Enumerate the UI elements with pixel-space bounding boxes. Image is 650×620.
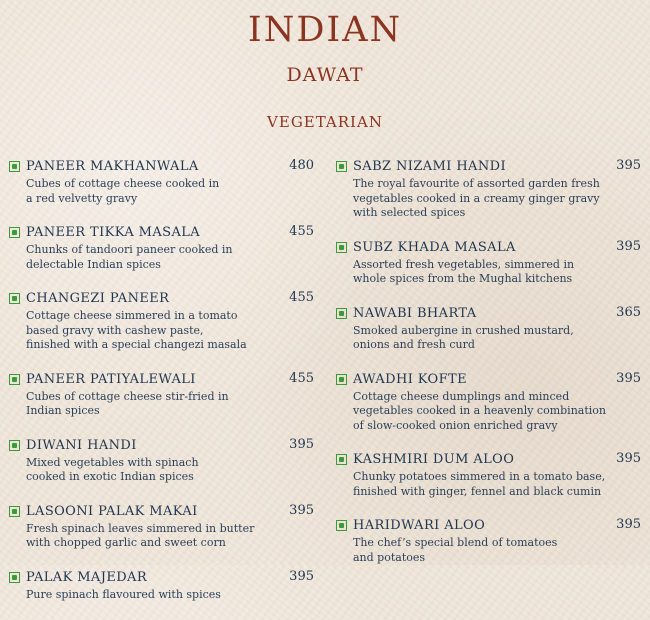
- menu-item-price: 455: [289, 370, 314, 386]
- menu-item-name: SUBZ KHADA MASALA: [353, 239, 516, 255]
- menu-item-header: [336, 517, 641, 534]
- menu-item-price: 455: [289, 224, 314, 239]
- description-line: onions and fresh curd: [353, 338, 475, 351]
- menu-item-description: [353, 470, 613, 499]
- veg-symbol-icon: [336, 308, 347, 319]
- menu-item-price: 365: [616, 304, 641, 320]
- menu-item-name: HARIDWARI ALOO: [353, 518, 486, 533]
- restaurant-name: DAWAT: [286, 64, 364, 86]
- menu-item-name: KASHMIRI DUM ALOO: [353, 452, 515, 467]
- menu-item: [9, 371, 314, 419]
- menu-item-description: [26, 588, 286, 603]
- description-line: based gravy with cashew paste,: [26, 323, 204, 337]
- veg-symbol-icon: [9, 572, 20, 583]
- menu-item: [9, 503, 314, 551]
- description-line: Smoked aubergine in crushed mustard,: [353, 323, 574, 337]
- description-line: delectable Indian spices: [26, 257, 161, 271]
- menu-item-description: [353, 258, 613, 287]
- description-line: Cottage cheese simmered in a tomato: [26, 309, 238, 322]
- menu-column-left: [9, 158, 314, 620]
- description-line: Fresh spinach leaves simmered in butter: [26, 521, 255, 535]
- description-line: Indian spices: [26, 404, 100, 417]
- veg-symbol-icon: [336, 374, 347, 385]
- menu-item-header: [9, 569, 314, 586]
- menu-item-description: [26, 390, 286, 419]
- menu-item-description: [26, 243, 286, 272]
- menu-item-name: AWADHI KOFTE: [353, 371, 467, 387]
- menu-item-description: [26, 177, 286, 206]
- description-line: The royal favourite of assorted garden fresh: [353, 177, 600, 190]
- menu-item-description: [26, 309, 286, 353]
- description-line: Chunky potatoes simmered in a tomato base,: [353, 470, 606, 483]
- menu-item-header: [9, 503, 314, 520]
- menu-item-name: SABZ NIZAMI HANDI: [353, 159, 506, 174]
- menu-item: [336, 239, 641, 287]
- menu-item-price: 455: [289, 290, 314, 305]
- menu-item-name: PANEER PATIYALEWALI: [26, 371, 196, 387]
- menu-item-header: [336, 305, 641, 322]
- menu-item-price: 395: [289, 502, 314, 518]
- menu-item-header: [9, 290, 314, 307]
- description-line: vegetables cooked in a creamy ginger gravy: [353, 191, 600, 205]
- menu-item-name: PALAK MAJEDAR: [26, 569, 148, 585]
- veg-symbol-icon: [9, 293, 20, 304]
- menu-item-name: CHANGEZI PANEER: [26, 291, 170, 306]
- menu-item-description: [26, 456, 286, 485]
- description-line: with selected spices: [353, 206, 466, 219]
- menu-item-name: NAWABI BHARTA: [353, 305, 477, 321]
- menu-column-right: [336, 158, 641, 583]
- menu-item-price: 395: [616, 451, 641, 466]
- veg-symbol-icon: [9, 506, 20, 517]
- menu-item: [336, 517, 641, 565]
- description-line: whole spices from the Mughal kitchens: [353, 272, 573, 285]
- description-line: cooked in exotic Indian spices: [26, 470, 194, 483]
- description-line: finished with ginger, fennel and black cumin: [353, 484, 602, 498]
- menu-item-header: [9, 371, 314, 388]
- description-line: Assorted fresh vegetables, simmered in: [353, 257, 575, 271]
- menu-item-description: [353, 390, 613, 434]
- menu-item-price: 395: [289, 436, 314, 452]
- description-line: Cottage cheese dumplings and minced: [353, 389, 570, 403]
- menu-item: [9, 224, 314, 272]
- menu-item: [9, 158, 314, 206]
- menu-item-header: [336, 239, 641, 256]
- description-line: a red velvetty gravy: [26, 191, 138, 205]
- description-line: Cubes of cottage cheese stir-fried in: [26, 389, 229, 403]
- menu-item-price: 395: [616, 517, 641, 532]
- veg-symbol-icon: [336, 454, 347, 465]
- section-title: VEGETARIAN: [267, 113, 383, 131]
- veg-symbol-icon: [336, 161, 347, 172]
- veg-symbol-icon: [9, 227, 20, 238]
- menu-item: [336, 371, 641, 434]
- menu-item-name: DIWANI HANDI: [26, 437, 137, 453]
- description-line: The chef’s special blend of tomatoes: [353, 536, 558, 549]
- menu-item: [9, 437, 314, 485]
- description-line: of slow-cooked onion enriched gravy: [353, 418, 558, 432]
- menu-item-header: [9, 437, 314, 454]
- menu-item-description: [26, 522, 286, 551]
- menu-item: [336, 451, 641, 499]
- description-line: Pure spinach flavoured with spices: [26, 587, 221, 601]
- description-line: and potatoes: [353, 550, 426, 564]
- menu-item-header: [9, 158, 314, 175]
- menu-item-price: 395: [616, 158, 641, 173]
- menu-item-header: [336, 371, 641, 388]
- menu-item: [9, 290, 314, 353]
- veg-symbol-icon: [9, 161, 20, 172]
- menu-item-header: [9, 224, 314, 241]
- veg-symbol-icon: [9, 440, 20, 451]
- menu-item-price: 395: [616, 238, 641, 254]
- menu-item-name: PANEER TIKKA MASALA: [26, 225, 201, 240]
- menu-item-price: 395: [616, 370, 641, 386]
- menu-item-header: [336, 158, 641, 175]
- menu-item-price: 395: [289, 568, 314, 584]
- menu-item-header: [336, 451, 641, 468]
- description-line: Chunks of tandoori paneer cooked in: [26, 243, 233, 256]
- description-line: Cubes of cottage cheese cooked in: [26, 177, 220, 190]
- menu-item-description: [353, 324, 613, 353]
- description-line: with chopped garlic and sweet corn: [26, 536, 226, 549]
- veg-symbol-icon: [336, 520, 347, 531]
- menu-item-description: [353, 536, 613, 565]
- veg-symbol-icon: [9, 374, 20, 385]
- menu-item-description: [353, 177, 613, 221]
- description-line: vegetables cooked in a heavenly combination: [353, 404, 606, 417]
- veg-symbol-icon: [336, 242, 347, 253]
- menu-item-name: PANEER MAKHANWALA: [26, 159, 199, 174]
- menu-item: [9, 569, 314, 603]
- menu-item: [336, 158, 641, 221]
- cuisine-title: INDIAN: [247, 10, 403, 50]
- menu-item-price: 480: [289, 158, 314, 173]
- description-line: finished with a special changezi masala: [26, 338, 247, 351]
- menu-item-name: LASOONI PALAK MAKAI: [26, 503, 198, 519]
- menu-item: [336, 305, 641, 353]
- description-line: Mixed vegetables with spinach: [26, 455, 199, 469]
